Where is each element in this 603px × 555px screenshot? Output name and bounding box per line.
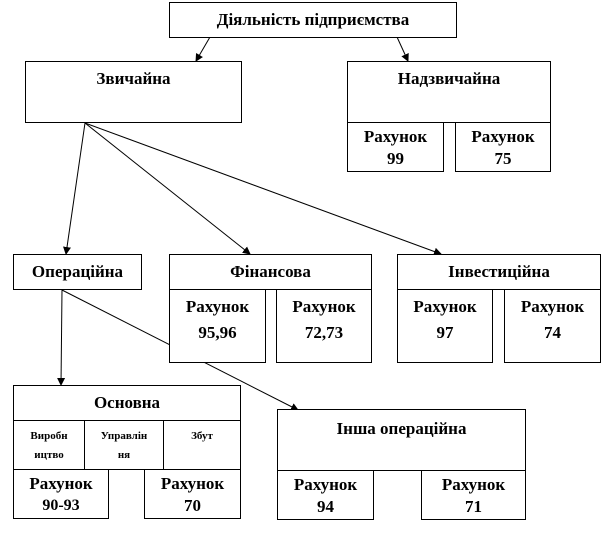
account-box: Рахунок 94 (277, 470, 374, 520)
operating-node (13, 254, 142, 290)
arrow-ordinary-to-operating (66, 123, 85, 254)
account-box: Рахунок 74 (504, 289, 601, 363)
main-node (13, 385, 241, 421)
ordinary-title: Звичайна (96, 69, 171, 88)
investment-title: Інвестиційна (448, 262, 550, 281)
arrow-root-to-ordinary (196, 37, 210, 61)
arrow-operating-to-main (61, 290, 62, 385)
arrow-root-to-extraordinary (397, 37, 408, 61)
account-box: Рахунок 71 (421, 470, 526, 520)
ordinary-node (25, 61, 242, 123)
financial-node (169, 254, 372, 290)
account-box: Рахунок 75 (455, 122, 551, 172)
extraordinary-title: Надзвичайна (397, 69, 501, 88)
account-box: Рахунок 90-93 (13, 469, 109, 519)
account-box: Рахунок 70 (144, 469, 241, 519)
other-operating-title: Інша операційна (336, 419, 467, 438)
arrow-ordinary-to-financial (85, 123, 250, 254)
financial-title: Фінансова (230, 262, 311, 281)
operating-title: Операційна (31, 262, 124, 281)
investment-node (397, 254, 601, 290)
sub-box-sales: Збут (163, 420, 241, 470)
extraordinary-node (347, 61, 551, 123)
root-title: Діяльність підприємства (216, 10, 410, 29)
account-box: Рахунок 72,73 (276, 289, 372, 363)
sub-box-management: Управлін ня (84, 420, 164, 470)
account-box: Рахунок 97 (397, 289, 493, 363)
main-title: Основна (93, 393, 161, 412)
account-box: Рахунок 95,96 (169, 289, 266, 363)
sub-box-production: Виробн ицтво (13, 420, 85, 470)
account-box: Рахунок 99 (347, 122, 444, 172)
root-node (169, 2, 457, 38)
other-operating-node (277, 409, 526, 471)
